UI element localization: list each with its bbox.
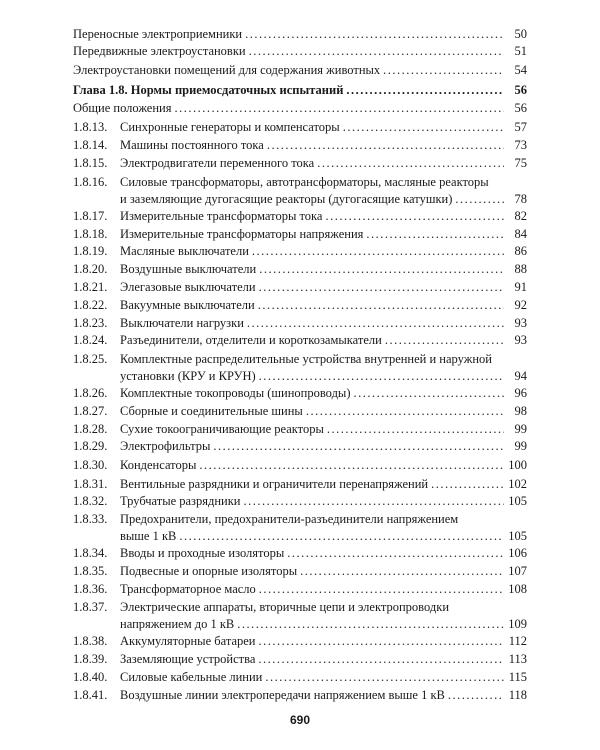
toc-entry-title: Воздушные линии электропередачи напряжением выше 1 кВ [120, 688, 445, 702]
toc-entry-number: 1.8.13. [73, 120, 108, 134]
toc-entry-title: Передвижные электроустановки [73, 44, 246, 58]
dot-leader [244, 494, 505, 509]
toc-entry-title: Элегазовые выключатели [120, 280, 256, 294]
toc-entry-number: 1.8.17. [73, 209, 108, 223]
toc-entry-number: 1.8.31. [73, 477, 108, 491]
dot-leader [448, 688, 504, 703]
dot-leader [300, 564, 504, 579]
dot-leader [258, 298, 504, 313]
toc-entry-title: и заземляющие дугогасящие реакторы (дугогасящие катушки) [120, 192, 453, 206]
toc-entry-number: 1.8.35. [73, 564, 108, 578]
toc-page-number: 93 [514, 333, 527, 347]
toc-page-number: 88 [514, 262, 527, 276]
toc-entry-title: Комплектные распределительные устройства внутренней и наружной [120, 352, 492, 366]
dot-leader [179, 529, 504, 544]
toc-entry-title: выше 1 кВ [120, 529, 177, 543]
dot-leader [258, 634, 504, 649]
toc-entry-title: Синхронные генераторы и компенсаторы [120, 120, 340, 134]
toc-entry-title: Силовые трансформаторы, автотрансформаторы, масляные реакторы [120, 175, 489, 189]
toc-entry-number: 1.8.27. [73, 404, 108, 418]
toc-page-number: 113 [508, 652, 527, 666]
dot-leader [346, 83, 504, 98]
toc-entry-title: Подвесные и опорные изоляторы [120, 564, 298, 578]
toc-page-number: 94 [514, 369, 527, 383]
toc-entry-number: 1.8.22. [73, 298, 108, 312]
dot-leader [252, 244, 504, 259]
toc-entry-title: Трансформаторное масло [120, 582, 256, 596]
toc-entry-title: Масляные выключатели [120, 244, 249, 258]
toc-entry-title: Комплектные токопроводы (шинопроводы) [120, 386, 351, 400]
toc-entry-title: Вводы и проходные изоляторы [120, 546, 285, 560]
dot-leader [259, 369, 504, 384]
dot-leader [259, 262, 504, 277]
toc-page-number: 107 [508, 564, 527, 578]
toc-entry-number: 1.8.37. [73, 600, 108, 614]
toc-page-number: 93 [514, 316, 527, 330]
toc-page-number: 92 [514, 298, 527, 312]
dot-leader [317, 156, 504, 171]
toc-entry-title: Силовые кабельные линии [120, 670, 263, 684]
dot-leader [366, 227, 504, 242]
toc-page-number: 51 [514, 44, 527, 58]
toc-page-number: 102 [508, 477, 527, 491]
toc-entry-number: 1.8.38. [73, 634, 108, 648]
dot-leader [245, 27, 504, 42]
dot-leader [354, 386, 505, 401]
dot-leader [383, 63, 504, 78]
toc-entry-title: Конденсаторы [120, 458, 197, 472]
toc-entry-number: 1.8.15. [73, 156, 108, 170]
page-number: 690 [289, 713, 311, 727]
toc-page-number: 99 [514, 439, 527, 453]
toc-entry-number: 1.8.41. [73, 688, 108, 702]
toc-entry-number: 1.8.23. [73, 316, 108, 330]
toc-page-number: 57 [514, 120, 527, 134]
toc-entry-title: Воздушные выключатели [120, 262, 257, 276]
toc-page-number: 82 [514, 209, 527, 223]
toc-entry-title: Электрические аппараты, вторичные цепи и электропроводки [120, 600, 450, 614]
toc-page-number: 54 [514, 63, 527, 77]
toc-entry-title: Машины постоянного тока [120, 138, 264, 152]
toc-page-number: 96 [514, 386, 527, 400]
dot-leader [385, 333, 504, 348]
toc-page-number: 78 [514, 192, 527, 206]
toc-entry-title: Электрофильтры [120, 439, 211, 453]
toc-page-number: 108 [508, 582, 527, 596]
toc-entry-number: 1.8.21. [73, 280, 108, 294]
toc-entry-title: Переносные электроприемники [73, 27, 243, 41]
toc-page-number: 100 [508, 458, 527, 472]
dot-leader [287, 546, 504, 561]
dot-leader [249, 44, 504, 59]
toc-entry-title: Предохранители, предохранители-разъединители напряжением [120, 512, 459, 526]
toc-entry-title: напряжением до 1 кВ [120, 617, 235, 631]
toc-entry-title: Глава 1.8. Нормы приемосдаточных испытаний [73, 83, 344, 97]
dot-leader [455, 192, 504, 207]
dot-leader [199, 458, 504, 473]
dot-leader [267, 138, 504, 153]
toc-entry-number: 1.8.39. [73, 652, 108, 666]
toc-entry-title: установки (КРУ и КРУН) [120, 369, 256, 383]
toc-entry-number: 1.8.32. [73, 494, 108, 508]
toc-page-number: 84 [514, 227, 527, 241]
toc-page-number: 56 [514, 101, 527, 115]
toc-entry-title: Сборные и соединительные шины [120, 404, 303, 418]
dot-leader [247, 316, 504, 331]
toc-page-number: 115 [508, 670, 527, 684]
toc-entry-number: 1.8.16. [73, 175, 108, 189]
dot-leader [306, 404, 504, 419]
dot-leader [259, 280, 504, 295]
toc-entry-number: 1.8.19. [73, 244, 108, 258]
toc-page-number: 106 [508, 546, 527, 560]
toc-entry-title: Общие положения [73, 101, 172, 115]
dot-leader [431, 477, 504, 492]
dot-leader [265, 670, 504, 685]
dot-leader [325, 209, 504, 224]
toc-entry-title: Вентильные разрядники и ограничители перенапряжений [120, 477, 429, 491]
toc-entry-number: 1.8.14. [73, 138, 108, 152]
toc-entry-number: 1.8.33. [73, 512, 108, 526]
toc-entry-number: 1.8.40. [73, 670, 108, 684]
toc-entry-title: Аккумуляторные батареи [120, 634, 256, 648]
toc-entry-number: 1.8.24. [73, 333, 108, 347]
toc-entry-title: Электроустановки помещений для содержания животных [73, 63, 381, 77]
dot-leader [258, 652, 504, 667]
toc-page-number: 91 [514, 280, 527, 294]
toc-page-number: 86 [514, 244, 527, 258]
toc-entry-title: Трубчатые разрядники [120, 494, 241, 508]
toc-page-number: 75 [514, 156, 527, 170]
toc-page-number: 99 [514, 422, 527, 436]
dot-leader [327, 422, 504, 437]
toc-entry-number: 1.8.34. [73, 546, 108, 560]
dot-leader [174, 101, 504, 116]
toc-entry-title: Электродвигатели переменного тока [120, 156, 315, 170]
dot-leader [259, 582, 504, 597]
toc-page-number: 50 [514, 27, 527, 41]
toc-entry-title: Выключатели нагрузки [120, 316, 244, 330]
toc-entry-number: 1.8.36. [73, 582, 108, 596]
toc-page-number: 118 [508, 688, 527, 702]
toc-page-number: 105 [508, 494, 527, 508]
toc-page-number: 56 [514, 83, 527, 97]
toc-entry-title: Измерительные трансформаторы напряжения [120, 227, 364, 241]
dot-leader [213, 439, 504, 454]
toc-page-number: 105 [508, 529, 527, 543]
toc-entry-title: Вакуумные выключатели [120, 298, 255, 312]
toc-entry-number: 1.8.25. [73, 352, 108, 366]
toc-entry-title: Сухие токоограничивающие реакторы [120, 422, 324, 436]
toc-entry-number: 1.8.26. [73, 386, 108, 400]
dot-leader [343, 120, 504, 135]
toc-page-number: 98 [514, 404, 527, 418]
toc-entry-title: Заземляющие устройства [120, 652, 256, 666]
toc-entry-number: 1.8.18. [73, 227, 108, 241]
toc-page-number: 73 [514, 138, 527, 152]
toc-entry-number: 1.8.29. [73, 439, 108, 453]
toc-entry-number: 1.8.28. [73, 422, 108, 436]
toc-entry-title: Разъединители, отделители и короткозамыкатели [120, 333, 382, 347]
toc-page-number: 112 [508, 634, 527, 648]
dot-leader [237, 617, 504, 632]
toc-page-number: 109 [508, 617, 527, 631]
toc-entry-number: 1.8.30. [73, 458, 108, 472]
toc-entry-title: Измерительные трансформаторы тока [120, 209, 323, 223]
toc-entry-number: 1.8.20. [73, 262, 108, 276]
